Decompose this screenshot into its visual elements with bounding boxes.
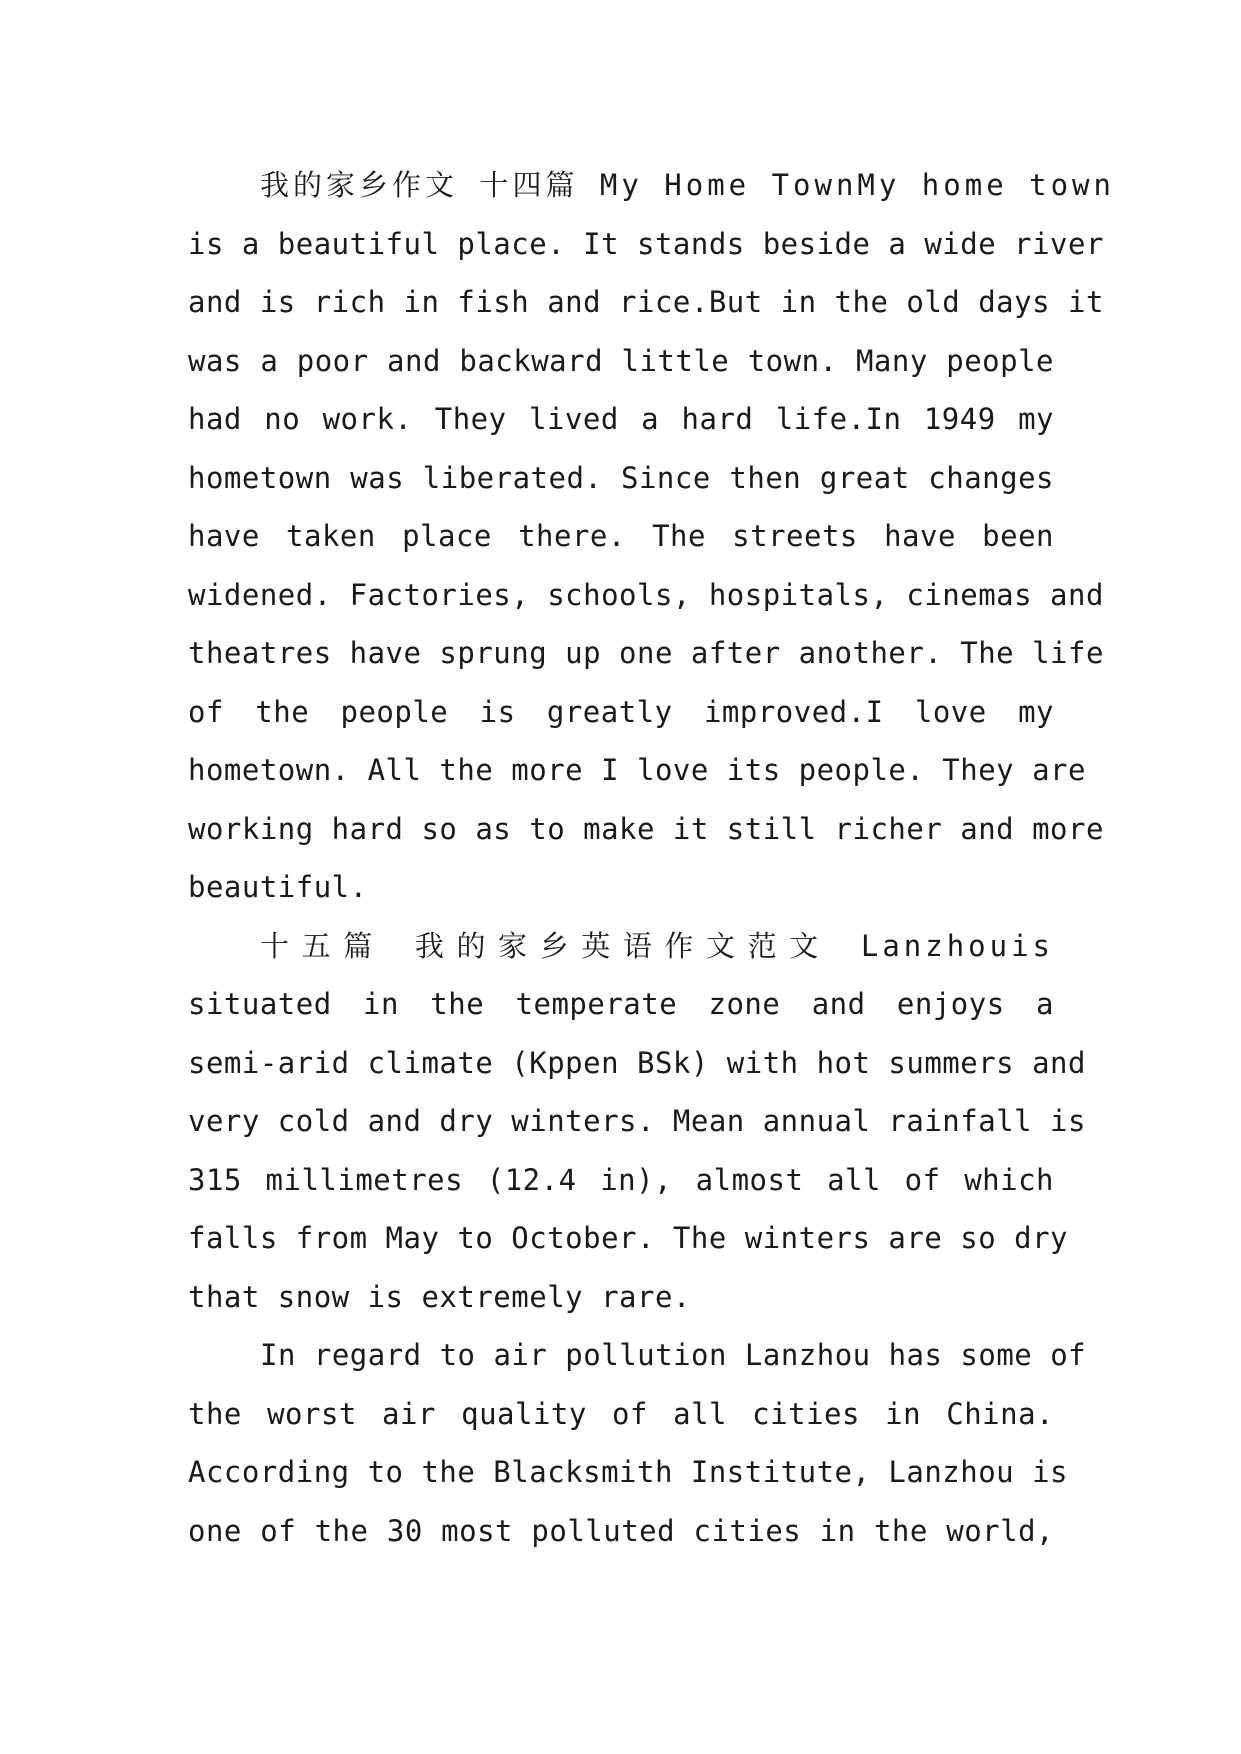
document-body [188,156,1115,1560]
text-line: the worst air quality of all cities in China. [188,1396,1054,1431]
text-line: In regard to air pollution Lanzhou has some of [260,1338,1087,1372]
text-line: situated in the temperate zone and enjoys a [188,987,1054,1021]
text-line: widened. Factories, schools, hospitals, cinemas and [188,577,1104,612]
text-line: was a poor and backward little town. Many people [188,343,1054,378]
text-line: very cold and dry winters. Mean annual rainfall is [188,1104,1086,1138]
text-line: beautiful. [188,870,368,904]
text-line: that snow is extremely rare. [188,1279,691,1314]
text-line: of the people is greatly improved.I love my [188,694,1054,729]
text-line: theatres have sprung up one after another. The life [188,636,1104,670]
text-line: is a beautiful place. It stands beside a wide river [188,226,1104,261]
text-line: hometown was liberated. Since then great changes [188,460,1054,495]
text-line: hometown. All the more I love its people. They are [188,753,1086,787]
text-line: have taken place there. The streets have been [188,519,1054,553]
text-line: 十五篇 我的家乡英语作文范文 Lanzhouis [260,928,1054,963]
text-line: semi-arid climate (Kppen BSk) with hot summers and [188,1045,1086,1080]
text-line: falls from May to October. The winters are so dry [188,1221,1069,1255]
text-line: 315 millimetres (12.4 in), almost all of which [188,1162,1054,1197]
text-line: According to the Blacksmith Institute, Lanzhou is [188,1455,1069,1489]
text-line: one of the 30 most polluted cities in the world, [188,1513,1054,1548]
text-line: 我的家乡作文 十四篇 My Home TownMy home town [260,168,1115,202]
text-line: working hard so as to make it still richer and more [188,811,1104,846]
text-line: had no work. They lived a hard life.In 1949 my [188,402,1054,436]
text-line: and is rich in fish and rice.But in the old days it [188,285,1104,319]
